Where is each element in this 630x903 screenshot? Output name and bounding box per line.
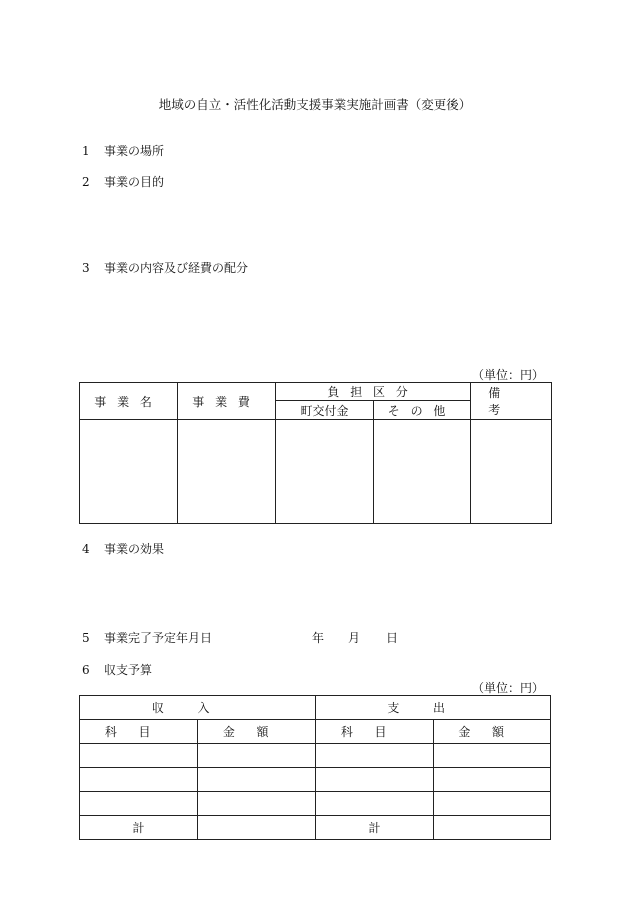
section-label: 事業の目的 bbox=[104, 175, 165, 189]
section-3-heading bbox=[82, 259, 248, 276]
header-expenditure-amount: 金額 bbox=[434, 720, 551, 744]
expenditure-item-cell[interactable] bbox=[316, 744, 434, 768]
income-amount-cell[interactable] bbox=[198, 744, 316, 768]
expenditure-amount-cell[interactable] bbox=[434, 744, 551, 768]
income-total-amount[interactable] bbox=[198, 816, 316, 840]
income-item-cell[interactable] bbox=[80, 768, 198, 792]
header-income-item: 科目 bbox=[80, 720, 198, 744]
income-item-cell[interactable] bbox=[80, 744, 198, 768]
budget-table bbox=[79, 695, 551, 840]
section-4-heading bbox=[82, 540, 164, 557]
header-expenditure: 支出 bbox=[316, 696, 551, 720]
header-income: 収入 bbox=[80, 696, 316, 720]
section-number: 5 bbox=[82, 631, 90, 645]
section-number: 4 bbox=[82, 542, 90, 556]
completion-day-label: 日 bbox=[386, 631, 399, 645]
header-other: その他 bbox=[374, 401, 471, 420]
cell-project-name[interactable] bbox=[80, 420, 178, 524]
income-amount-cell[interactable] bbox=[198, 792, 316, 816]
section-1-heading bbox=[82, 142, 164, 159]
section-label: 事業の効果 bbox=[104, 542, 165, 556]
expenditure-amount-cell[interactable] bbox=[434, 792, 551, 816]
header-project-cost: 事業費 bbox=[178, 383, 276, 420]
expense-allocation-table bbox=[79, 382, 552, 524]
cell-town-grant[interactable] bbox=[276, 420, 374, 524]
expenditure-total-label: 計 bbox=[316, 816, 434, 840]
section-label: 収支予算 bbox=[104, 663, 153, 677]
completion-year-label: 年 bbox=[312, 631, 325, 645]
page-title: 地域の自立・活性化活動支援事業実施計画書（変更後） bbox=[158, 97, 472, 112]
cell-project-cost[interactable] bbox=[178, 420, 276, 524]
unit-label: （単位：円） bbox=[471, 681, 544, 695]
expenditure-amount-cell[interactable] bbox=[434, 768, 551, 792]
section-number: 6 bbox=[82, 663, 90, 677]
header-project-name: 事業名 bbox=[80, 383, 178, 420]
section-number: 3 bbox=[82, 261, 90, 275]
header-income-amount: 金額 bbox=[198, 720, 316, 744]
header-burden-category: 負担区分 bbox=[276, 383, 471, 401]
header-expenditure-item: 科目 bbox=[316, 720, 434, 744]
section-6-heading bbox=[82, 661, 152, 678]
unit-label: （単位：円） bbox=[471, 368, 544, 382]
expenditure-item-cell[interactable] bbox=[316, 768, 434, 792]
section-label: 事業の場所 bbox=[104, 144, 165, 158]
income-item-cell[interactable] bbox=[80, 792, 198, 816]
header-remarks: 備考 bbox=[471, 383, 552, 420]
expenditure-total-amount[interactable] bbox=[434, 816, 551, 840]
cell-other[interactable] bbox=[374, 420, 471, 524]
section-number: 1 bbox=[82, 144, 90, 158]
completion-month-label: 月 bbox=[348, 631, 361, 645]
income-amount-cell[interactable] bbox=[198, 768, 316, 792]
section-2-heading bbox=[82, 173, 164, 190]
section-label: 事業の内容及び経費の配分 bbox=[104, 261, 249, 275]
cell-remarks[interactable] bbox=[471, 420, 552, 524]
section-5-heading bbox=[82, 629, 212, 646]
income-total-label: 計 bbox=[80, 816, 198, 840]
section-label: 事業完了予定年月日 bbox=[104, 631, 213, 645]
header-town-grant: 町交付金 bbox=[276, 401, 374, 420]
expenditure-item-cell[interactable] bbox=[316, 792, 434, 816]
section-number: 2 bbox=[82, 175, 90, 189]
